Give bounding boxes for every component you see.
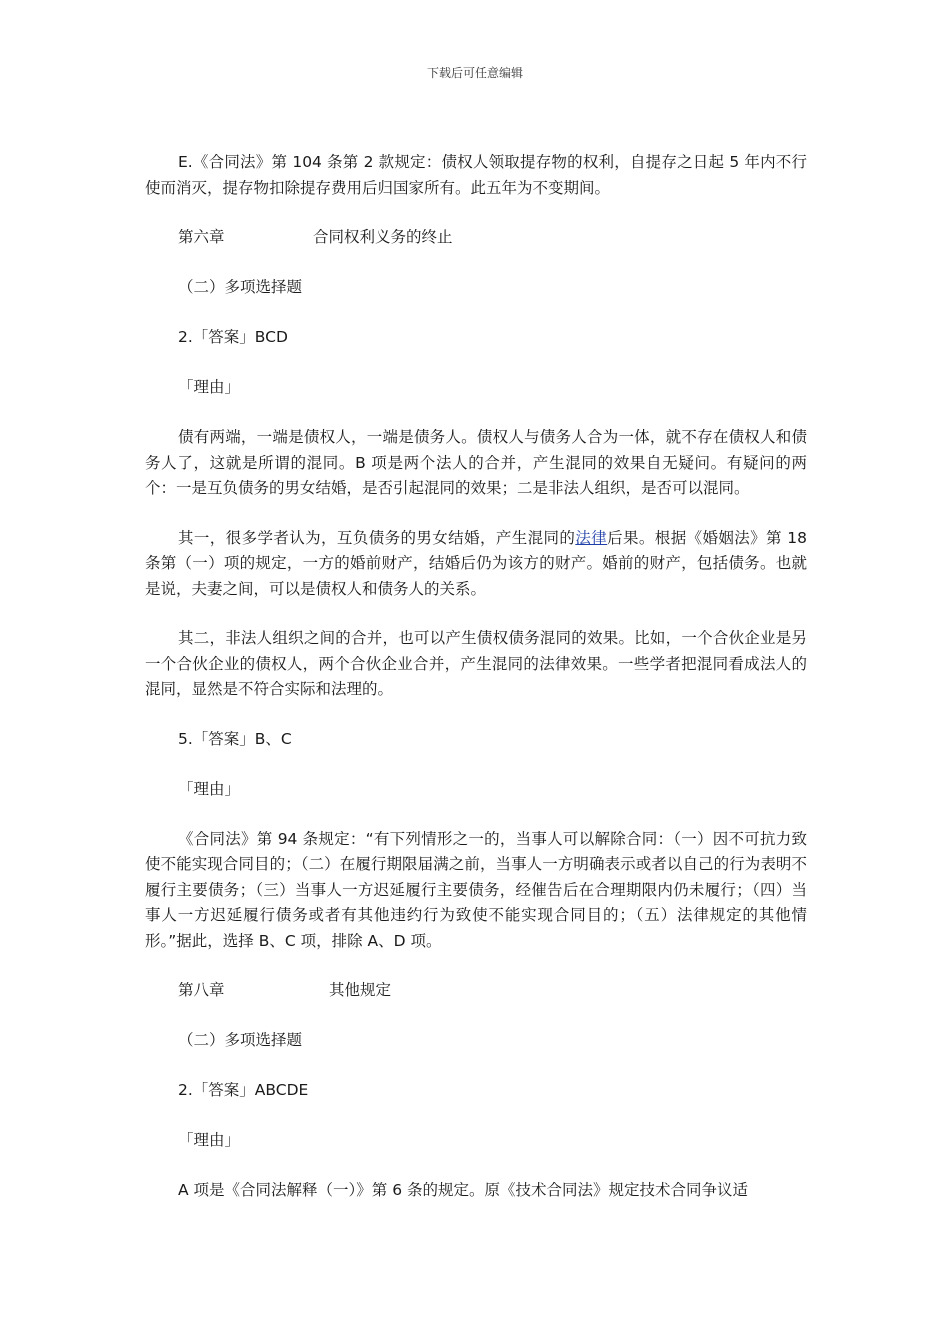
section-heading: （二）多项选择题 <box>178 1031 303 1049</box>
chapter-title: 合同权利义务的终止 <box>313 228 453 246</box>
chapter-heading-8 <box>178 978 807 1004</box>
chapter-heading-6 <box>178 225 807 251</box>
text-segment: 其一，很多学者认为，互负债务的男女结婚，产生混同的 <box>178 528 576 547</box>
answer-line: 5.「答案」B、C <box>178 729 292 748</box>
section-heading: （二）多项选择题 <box>178 278 303 296</box>
document-body <box>145 150 807 1228</box>
chapter-number: 第六章 <box>178 228 225 246</box>
paragraph-article-94: 《合同法》第 94 条规定：“有下列情形之一的，当事人可以解除合同：（一）因不可抗力致使不能实现合同目的；（二）在履行期限届满之前，当事人一方明确表示或者以自己的行为表明不履行主要债务；（三）当事人一方迟延履行主要债务，经催告后在合理期限内仍未履行；（四）当事人一方迟延履行债务或者有其他违约行为致使不能实现合同目的；（五）法律规定的其他情形。”据此，选择 B、C 项，排除 A、D 项。 <box>145 829 807 950</box>
page-header: 下载后可任意编辑 <box>426 66 523 80</box>
law-link[interactable]: 法律 <box>575 528 608 547</box>
reason-label: 「理由」 <box>178 1131 241 1149</box>
paragraph-article-104: E.《合同法》第 104 条第 2 款规定：债权人领取提存物的权利，自提存之日起 5 年内不行使而消灭，提存物扣除提存费用后归国家所有。此五年为不变期间。 <box>145 153 807 197</box>
paragraph-merger-explanation: 债有两端，一端是债权人，一端是债务人。债权人与债务人合为一体，就不存在债权人和债务人了，这就是所谓的混同。B 项是两个法人的合并，产生混同的效果自无疑问。有疑问的两个：一是互负债务的男女结婚，是否引起混同的效果；二是非法人组织，是否可以混同。 <box>145 428 807 497</box>
chapter-number: 第八章 <box>178 981 225 999</box>
paragraph-non-legal-entities: 其二，非法人组织之间的合并，也可以产生债权债务混同的效果。比如，一个合伙企业是另一个合伙企业的债权人，两个合伙企业合并，产生混同的法律效果。一些学者把混同看成法人的混同，显然是不符合实际和法理的。 <box>145 629 807 698</box>
paragraph-marriage <box>145 526 807 603</box>
paragraph-contract-law-interpretation: A 项是《合同法解释（一）》第 6 条的规定。原《技术合同法》规定技术合同争议适 <box>178 1181 748 1199</box>
answer-line: 2.「答案」ABCDE <box>178 1081 309 1099</box>
reason-label: 「理由」 <box>178 378 241 396</box>
answer-line: 2.「答案」BCD <box>178 328 288 346</box>
text-segment: 后果。根据《婚姻法》第 18 条第（一）项的规定，一方的婚前财产，结婚后仍为该方的财产。婚前的财产，包括债务。也就是说，夫妻之间，可以是债权人和债务人的关系。 <box>145 528 807 598</box>
reason-label: 「理由」 <box>178 779 241 798</box>
chapter-title: 其他规定 <box>329 981 392 999</box>
